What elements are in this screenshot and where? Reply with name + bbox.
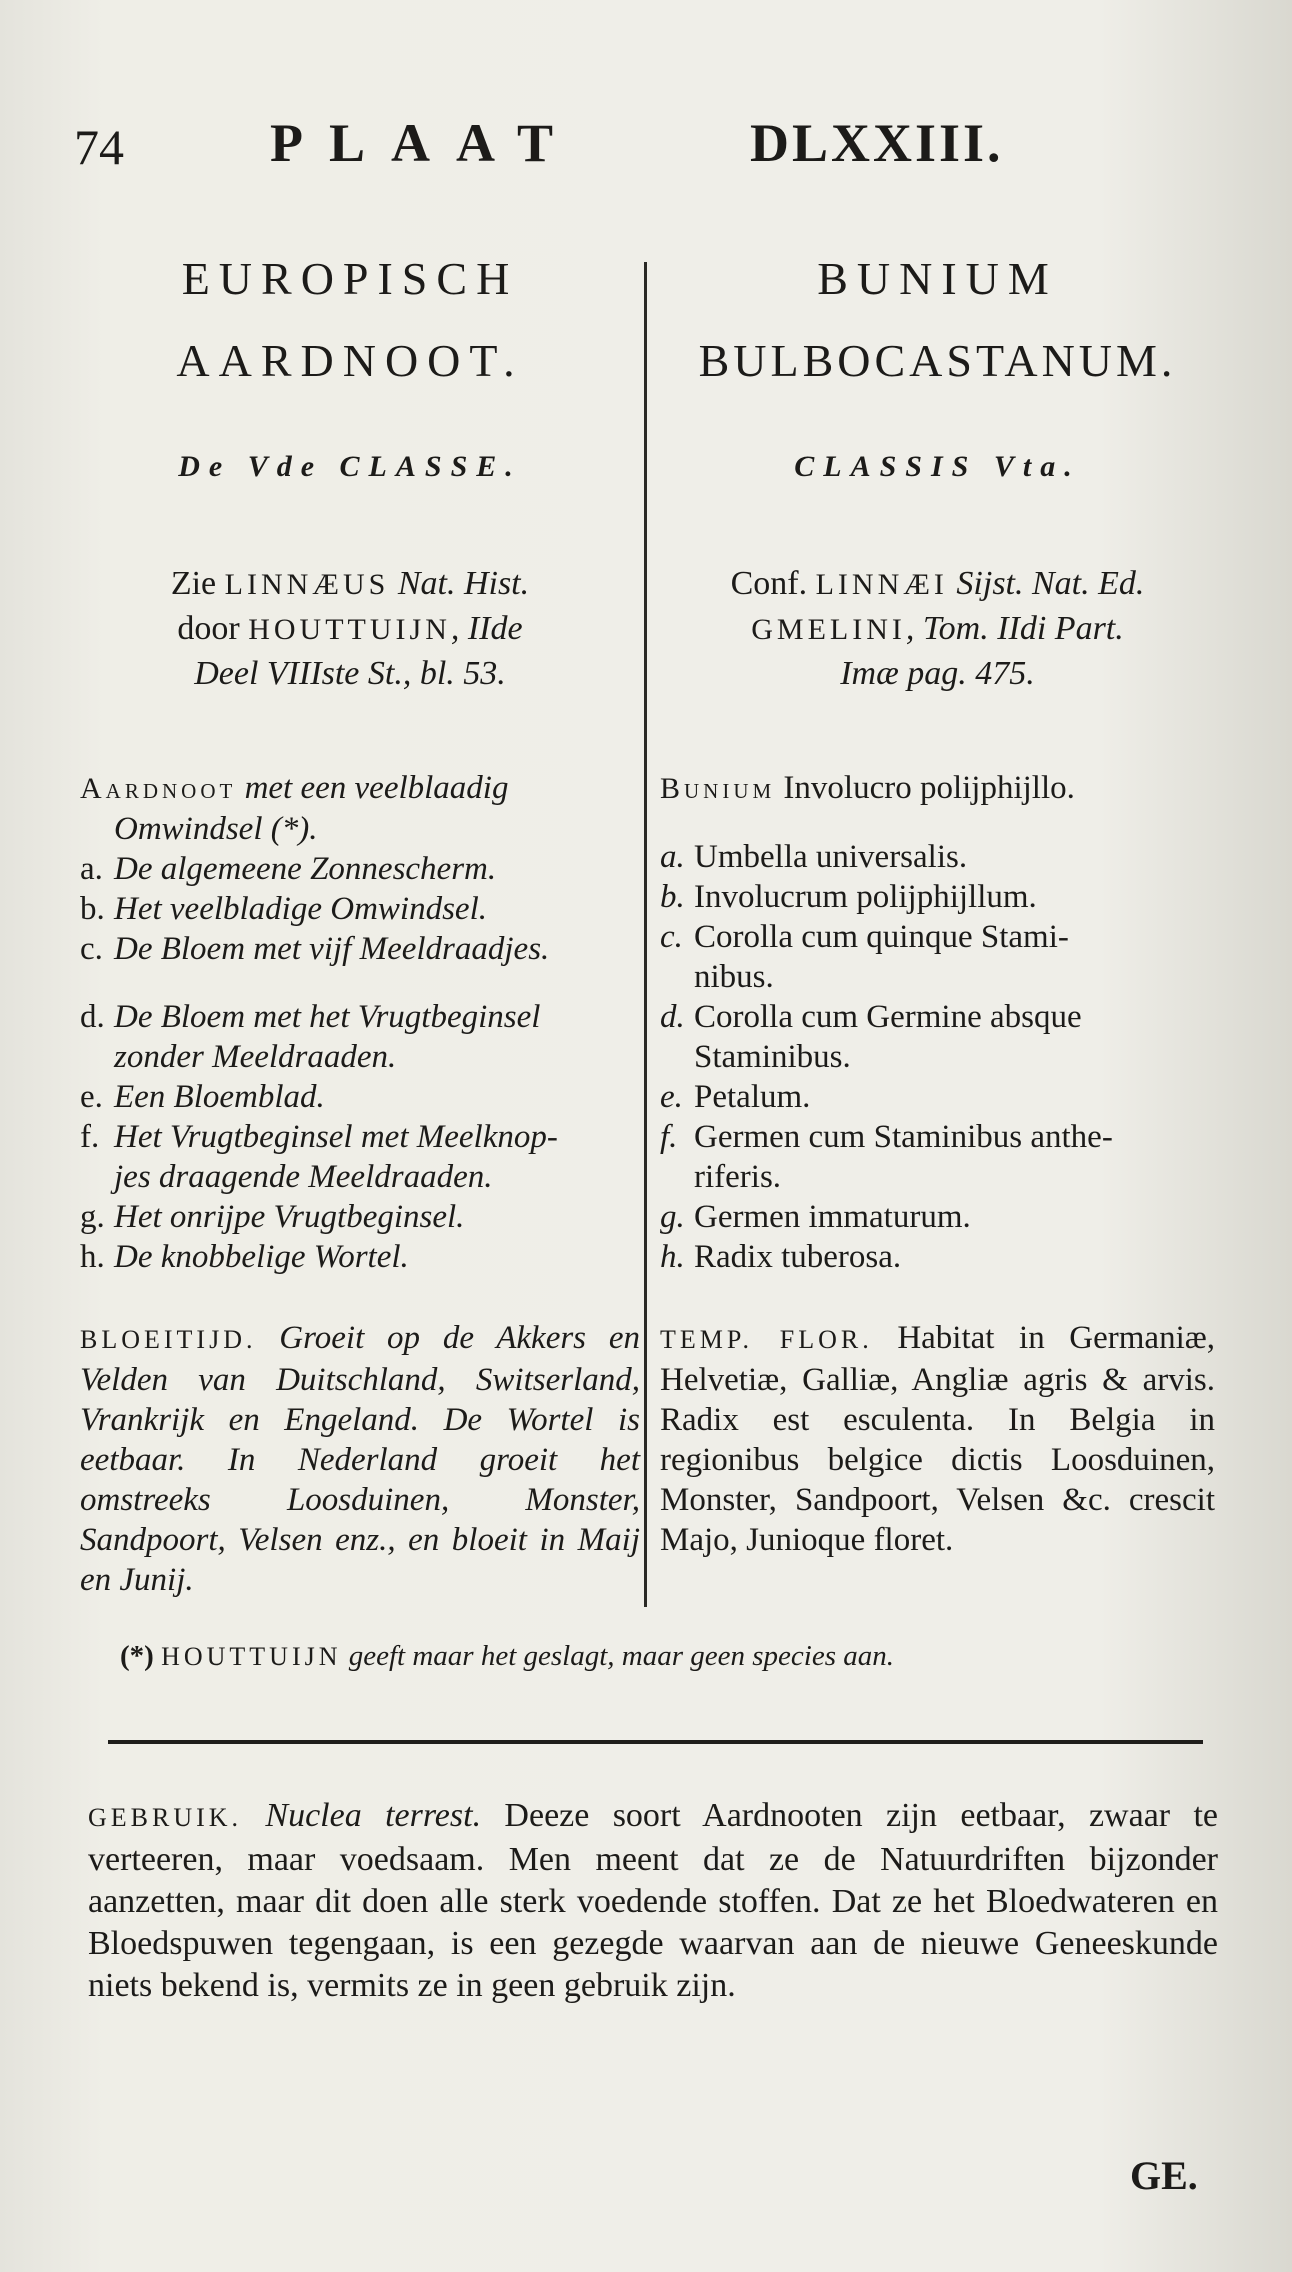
intro-text: met een veelblaadig [236, 770, 509, 806]
catchword: GE. [1130, 2153, 1198, 2198]
item-text: Umbella universalis. [694, 839, 968, 875]
item-label: e. [80, 1079, 103, 1115]
footnote-marker: (*) [120, 1640, 154, 1672]
item-text: De Bloem met vijf Meeldraadjes. [114, 931, 550, 967]
ref-author: LINNÆUS [224, 568, 390, 601]
list-item [660, 1117, 1215, 1157]
usage-label: GEBRUIK. [88, 1803, 243, 1832]
item-label: f. [80, 1119, 100, 1155]
ref-page: Deel VIIIste St., bl. 53. [194, 655, 506, 692]
intro-text: Involucro polijphijllo. [775, 770, 1075, 806]
footnote [120, 1640, 894, 1673]
item-text: Corolla cum Germine absque [694, 999, 1082, 1035]
list-item [660, 1197, 1215, 1237]
footnote-text: geeft maar het geslagt, maar geen species aan. [341, 1640, 895, 1672]
dutch-class: De Vde CLASSE. [178, 450, 522, 483]
ref-work: Sijst. Nat. Ed. [947, 565, 1145, 602]
page-number: 74 [74, 119, 124, 175]
list-item [660, 997, 1215, 1037]
item-text: De algemeene Zonnescherm. [114, 851, 497, 887]
latin-column [660, 238, 1215, 402]
item-label: f. [660, 1119, 678, 1155]
item-label: h. [80, 1239, 105, 1275]
dutch-list-intro [80, 768, 620, 809]
dutch-figure-list [80, 768, 620, 1277]
list-item [80, 1197, 620, 1237]
list-item [660, 1077, 1215, 1117]
item-label: a. [80, 851, 103, 887]
list-item [80, 1237, 620, 1277]
ref-volume: , IIde [450, 610, 523, 647]
item-text: Het Vrugtbeginsel met Meelknop- [114, 1119, 558, 1155]
item-text: Een Bloemblad. [114, 1079, 325, 1115]
ref-author: HOUTTUIJN [248, 613, 451, 646]
latin-figure-list [660, 768, 1215, 1277]
usage-latin-term: Nuclea terrest. [242, 1797, 482, 1834]
latin-name-line2: BULBOCASTANUM. [698, 335, 1177, 386]
dutch-column [80, 238, 620, 402]
item-label: d. [660, 999, 685, 1035]
flowering-label: BLOEITIJD. [80, 1325, 257, 1354]
item-label: g. [660, 1199, 685, 1235]
ref-author: GMELINI [751, 613, 906, 646]
item-text: Germen cum Staminibus anthe- [694, 1119, 1113, 1155]
dutch-reference [80, 562, 620, 696]
ref-text: door [177, 610, 249, 647]
item-label: c. [660, 919, 683, 955]
latin-reference [660, 562, 1215, 696]
latin-flowering-paragraph [660, 1318, 1215, 1560]
plate-number: DLXXIII. [750, 113, 1004, 173]
item-text-cont: zonder Meeldraaden. [114, 1039, 397, 1075]
item-text-cont: nibus. [694, 959, 774, 995]
plate-label: PLAAT [270, 113, 580, 173]
item-text: De Bloem met het Vrugtbeginsel [114, 999, 541, 1035]
item-text-cont: Staminibus. [694, 1039, 851, 1075]
latin-name-line1: BUNIUM [817, 253, 1058, 304]
ref-author: LINNÆI [815, 568, 948, 601]
flowering-label: TEMP. FLOR. [660, 1325, 873, 1354]
intro-text-cont: Omwindsel (*). [114, 811, 318, 847]
list-item [660, 917, 1215, 957]
item-text: Het onrijpe Vrugtbeginsel. [114, 1199, 465, 1235]
dutch-flowering-paragraph [80, 1318, 640, 1600]
item-text: Radix tuberosa. [694, 1239, 902, 1275]
flowering-text: Groeit op de Akkers en Velden van Duitschland, Switserland, Vrankrijk en Engeland. De Wortel is eetbaar. In Nederland groeit het omstreeks Loosduinen, Monster, Sandpoort, Velsen enz., en bloeit in Maij en Junij. [80, 1320, 640, 1598]
latin-class: CLASSIS Vta. [794, 450, 1081, 483]
item-label: b. [80, 891, 105, 927]
item-label: c. [80, 931, 103, 967]
item-text-cont: riferis. [694, 1159, 782, 1195]
ref-page: Imæ pag. 475. [840, 655, 1035, 692]
ref-volume: , Tom. IIdi Part. [905, 610, 1124, 647]
usage-paragraph [88, 1795, 1218, 2007]
item-text: Involucrum polijphijllum. [694, 879, 1037, 915]
list-item [80, 889, 620, 929]
item-text: De knobbelige Wortel. [114, 1239, 409, 1275]
item-label: d. [80, 999, 105, 1035]
genus-name: Aardnoot [80, 772, 237, 805]
horizontal-rule [108, 1740, 1203, 1744]
list-item [80, 997, 620, 1037]
list-item [660, 837, 1215, 877]
item-text-cont: jes draagende Meeldraaden. [114, 1159, 493, 1195]
item-label: b. [660, 879, 685, 915]
column-divider [644, 262, 647, 1607]
item-label: a. [660, 839, 685, 875]
dutch-name-line2: AARDNOOT. [176, 335, 524, 386]
usage-text: Deeze soort Aardnooten zijn eetbaar, zwaar te verteeren, maar voedsaam. Men meent dat ze de Natuurdriften bijzonder aanzetten, maar dit doen alle sterk voedende stoffen. Dat ze het Bloedwateren en Bloedspuwen tegengaan, is een gezegde waarvan aan de nieuwe Geneeskunde niets bekend is, vermits ze in geen gebruik zijn. [88, 1797, 1219, 2004]
footnote-author: HOUTTUIJN [161, 1642, 342, 1671]
item-text: Petalum. [694, 1079, 811, 1115]
ref-text: Zie [170, 565, 225, 602]
genus-name: Bunium [660, 772, 776, 805]
item-text: Corolla cum quinque Stami- [694, 919, 1069, 955]
item-label: h. [660, 1239, 685, 1275]
list-item [660, 1237, 1215, 1277]
list-item [80, 1077, 620, 1117]
ref-work: Nat. Hist. [389, 565, 530, 602]
dutch-name-line1: EUROPISCH [181, 253, 519, 304]
list-item [660, 877, 1215, 917]
ref-text: Conf. [730, 565, 816, 602]
item-text: Germen immaturum. [694, 1199, 971, 1235]
list-item [80, 1117, 620, 1157]
flowering-text: Habitat in Germaniæ, Helvetiæ, Galliæ, Angliæ agris & arvis. Radix est esculenta. In Belgia in regionibus belgice dictis Loosduinen, Monster, Sandpoort, Velsen &c. crescit Majo, Junioque floret. [660, 1320, 1215, 1558]
item-text: Het veelbladige Omwindsel. [114, 891, 487, 927]
list-item [80, 929, 620, 969]
item-label: g. [80, 1199, 105, 1235]
item-label: e. [660, 1079, 683, 1115]
latin-list-intro [660, 768, 1215, 809]
list-item [80, 849, 620, 889]
